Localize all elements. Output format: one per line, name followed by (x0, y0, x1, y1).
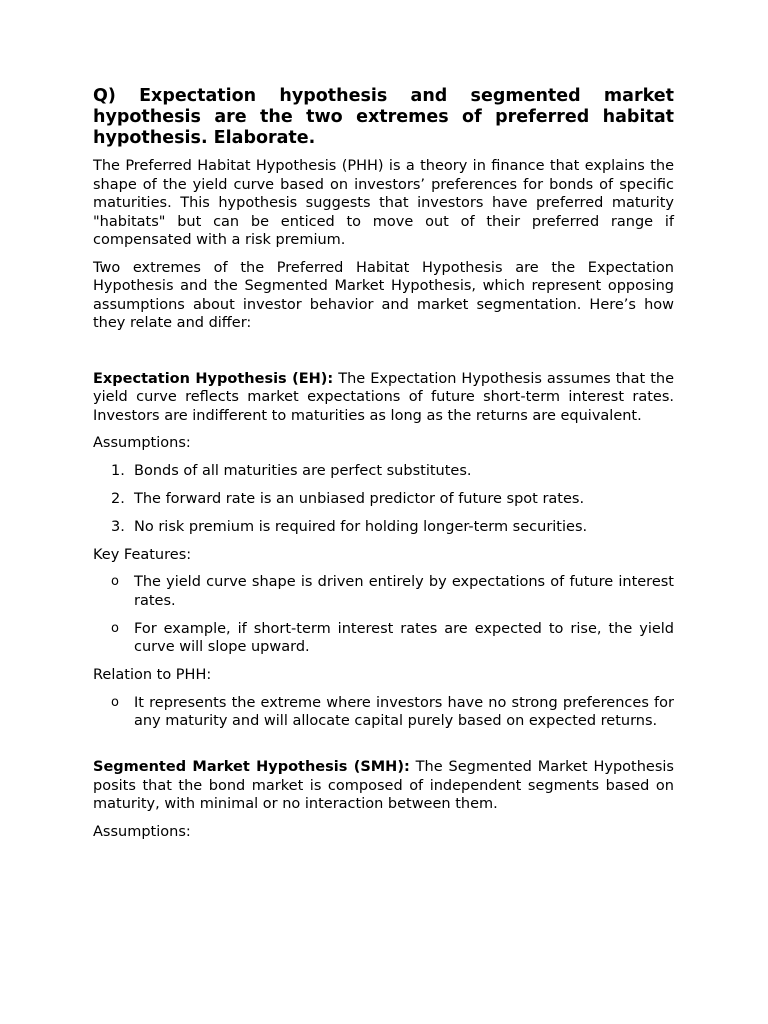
smh-paragraph (93, 758, 674, 814)
list-item (93, 573, 674, 610)
question-title: Q) Expectation hypothesis and segmented market hypothesis are the two extremes of preferred habitat hypothesis. Elaborate. (93, 86, 674, 148)
smh-heading: Segmented Market Hypothesis (SMH): (93, 759, 410, 775)
intro-paragraph-1: The Preferred Habitat Hypothesis (PHH) is a theory in finance that explains the shape of the yield curve based on investors’ preferences for bonds of specific maturities. This hypothesis suggests that investors have preferred maturity "habitats" but can be enticed to move out of their preferred range if compensated with a risk premium. (93, 158, 674, 248)
eh-features-list (93, 573, 674, 657)
list-number: 3. (111, 518, 125, 535)
section-gap (93, 740, 674, 758)
list-item (93, 490, 674, 509)
circle-bullet-icon: o (111, 574, 119, 589)
eh-relation-label: Relation to PHH: (93, 667, 212, 683)
list-item (93, 694, 674, 731)
circle-bullet-icon: o (111, 620, 119, 636)
list-item (93, 462, 674, 481)
list-item-text: No risk premium is required for holding longer-term securities. (134, 518, 588, 535)
eh-features-label: Key Features: (93, 546, 192, 563)
eh-description: The Expectation Hypothesis assumes that the yield curve reflects market expectations of future short-term interest rates. Investors are indifferent to maturities as long as the returns are equivalent. (93, 370, 674, 424)
eh-relation-list (93, 694, 674, 731)
list-item (93, 518, 674, 537)
eh-assumptions-label: Assumptions: (93, 435, 191, 451)
list-item-text: The yield curve shape is driven entirely by expectations of future interest rates. (134, 574, 674, 609)
list-item-text: For example, if short-term interest rates are expected to rise, the yield curve will slope upward. (134, 620, 674, 655)
eh-assumptions-list (93, 462, 674, 537)
list-item-text: It represents the extreme where investors have no strong preferences for any maturity and will allocate capital purely based on expected returns. (134, 694, 674, 729)
section-gap (93, 342, 674, 370)
list-item-text: The forward rate is an unbiased predictor of future spot rates. (134, 490, 585, 507)
list-item (93, 620, 674, 657)
circle-bullet-icon: o (111, 694, 119, 710)
eh-paragraph (93, 370, 674, 426)
eh-heading: Expectation Hypothesis (EH): (93, 370, 334, 387)
intro-paragraph-2: Two extremes of the Preferred Habitat Hypothesis are the Expectation Hypothesis and the Segmented Market Hypothesis, which represent opposing assumptions about investor behavior and market segmentation. Here’s how they relate and differ: (93, 259, 674, 331)
document-page (93, 86, 674, 850)
list-number: 2. (111, 490, 125, 507)
smh-description: The Segmented Market Hypothesis posits that the bond market is composed of independent segments based on maturity, with minimal or no interaction between them. (93, 759, 674, 812)
smh-assumptions-label: Assumptions: (93, 823, 191, 840)
list-number: 1. (111, 462, 125, 479)
list-item-text: Bonds of all maturities are perfect substitutes. (134, 462, 472, 479)
